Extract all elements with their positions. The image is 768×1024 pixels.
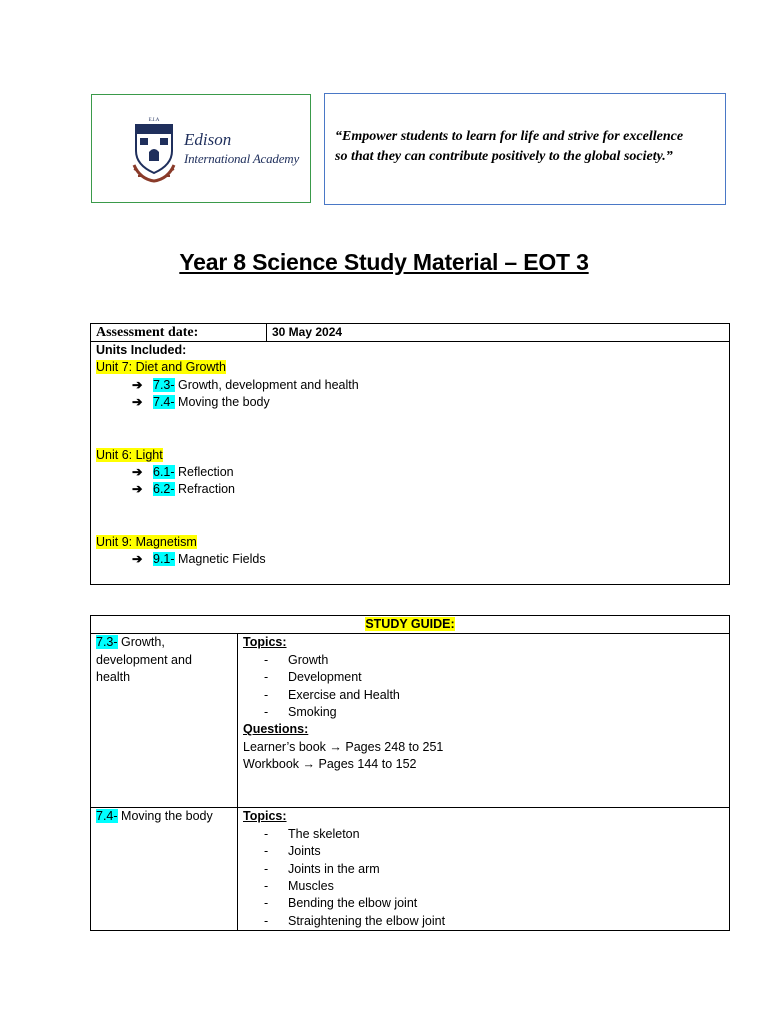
unit-topic-item [96,464,729,481]
study-guide-details [238,634,730,808]
arrow-right-icon: ➔ [132,377,143,392]
unit-topic-item [96,377,729,394]
study-guide-details [238,808,730,931]
topic-code: 7.3- [96,635,118,650]
topic-code: 7.3- [153,377,175,392]
school-name [184,130,299,168]
list-item: - Exercise and Health [264,687,729,704]
unit-title: Unit 6: Light [96,447,163,462]
study-guide-topic-name: 7.3- Growth, development and health [91,634,238,808]
questions-label: Questions: [243,722,309,737]
study-guide-row [91,808,730,931]
mission-quote [335,127,683,167]
units-included-label: Units Included: [96,343,187,357]
school-logo [91,94,311,203]
list-item: - Joints in the arm [264,861,729,878]
topic-name: Growth, development and health [178,377,359,392]
study-guide-row [91,634,730,808]
school-name-line2: International Academy [184,151,300,166]
unit-topic-item [96,481,729,498]
list-item: - Straightening the elbow joint [264,913,729,930]
page-title: Year 8 Science Study Material – EOT 3 [179,249,589,275]
topics-list [243,652,729,722]
assessment-table [90,323,730,585]
study-guide-table [90,615,730,931]
topic-name: Refraction [178,482,236,497]
list-item: - Smoking [264,704,729,721]
question-reference: Workbook → Pages 144 to 152 [243,757,417,772]
topic-code: 6.2- [153,482,175,497]
unit-title: Unit 9: Magnetism [96,534,197,549]
topic-code: 7.4- [96,809,118,824]
topics-label: Topics: [243,809,287,824]
study-guide-heading: STUDY GUIDE: [91,616,730,634]
topic-code: 6.1- [153,465,175,480]
arrow-right-icon: ➔ [132,552,143,567]
question-reference: Learner’s book → Pages 248 to 251 [243,739,444,754]
list-item: - Bending the elbow joint [264,895,729,912]
units-included-cell [91,342,730,585]
study-guide-topic-name: 7.4- Moving the body [91,808,238,931]
list-item: - The skeleton [264,826,729,843]
assessment-date-value: 30 May 2024 [267,324,730,342]
list-item: - Muscles [264,878,729,895]
topic-code: 9.1- [153,552,175,567]
topic-code: 7.4- [153,395,175,410]
arrow-right-icon: ➔ [132,482,143,497]
mission-quote-line2: so that they can contribute positively to the global society.” [335,149,673,164]
arrow-right-icon: ➔ [132,465,143,480]
unit-topic-item [96,551,729,568]
unit-title: Unit 7: Diet and Growth [96,360,226,375]
mission-quote-line1: “Empower students to learn for life and strive for excellence [335,129,684,144]
crest-initials: E.I.A [148,118,160,123]
topic-name: Magnetic Fields [178,552,266,567]
topics-list [243,826,729,930]
assessment-date-label: Assessment date: [91,324,267,342]
school-crest-icon [130,115,178,185]
unit-topic-item [96,394,729,411]
arrow-right-icon: ➔ [132,395,143,410]
topic-name: Moving the body [178,395,270,410]
topics-label: Topics: [243,635,287,650]
school-name-line1: Edison [184,130,232,149]
list-item: - Joints [264,843,729,860]
list-item: - Development [264,669,729,686]
list-item: - Growth [264,652,729,669]
topic-name: Reflection [178,465,234,480]
mission-quote-box [324,93,726,205]
